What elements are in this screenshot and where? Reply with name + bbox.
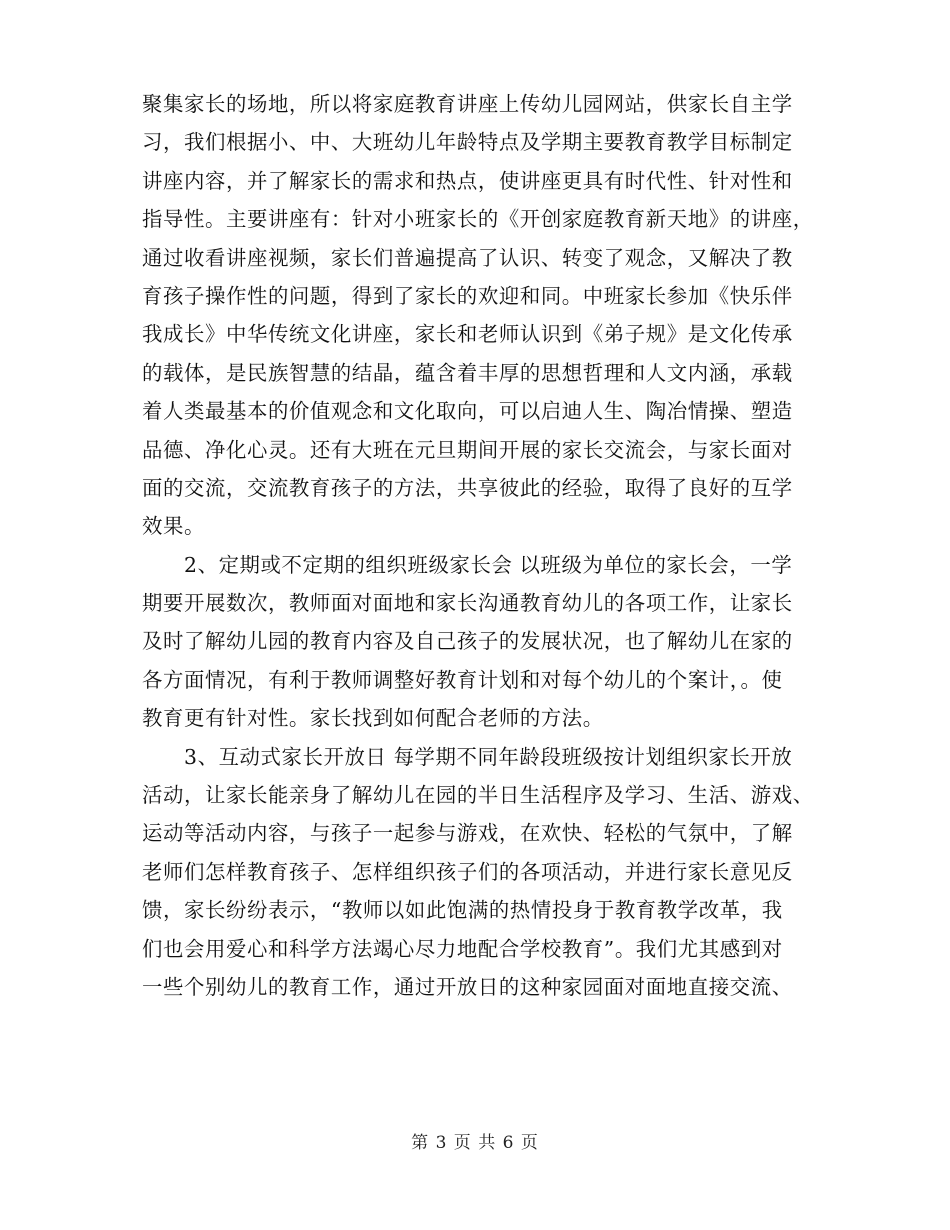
text-line: 馈，家长纷纷表示，“教师以如此饱满的热情投身于教育教学改革，我 [142, 898, 783, 923]
text-line: 面的交流，交流教育孩子的方法，共享彼此的经验，取得了良好的互学 [142, 475, 793, 500]
text-line: 老师们怎样教育孩子、怎样组织孩子们的各项活动，并进行家长意见反 [142, 859, 793, 884]
text-line: 各方面情况，有利于教师调整好教育计划和对每个幼儿的个案计，。使 [142, 667, 783, 692]
text-line: 一些个别幼儿的教育工作，通过开放日的这种家园面对面地直接交流、 [142, 974, 793, 999]
text-line: 效果。 [142, 514, 205, 539]
text-line: 活动，让家长能亲身了解幼儿在园的半日生活程序及学习、生活、游戏、 [142, 783, 814, 808]
text-line: 通过收看讲座视频，家长们普遍提高了认识、转变了观念，又解决了教 [142, 245, 793, 270]
text-line: 期要开展数次，教师面对面地和家长沟通教育幼儿的各项工作，让家长 [142, 591, 793, 616]
body-text [142, 85, 822, 1006]
paragraph-2-first-line: 2、定期或不定期的组织班级家长会 以班级为单位的家长会，一学 [184, 552, 793, 577]
text-line: 品德、净化心灵。还有大班在元旦期间开展的家长交流会，与家长面对 [142, 437, 793, 462]
text-line: 讲座内容，并了解家长的需求和热点，使讲座更具有时代性、针对性和 [142, 168, 793, 193]
text-line: 聚集家长的场地，所以将家庭教育讲座上传幼儿园网站，供家长自主学 [142, 92, 793, 116]
text-line: 的载体，是民族智慧的结晶，蕴含着丰厚的思想哲理和人文内涵，承载 [142, 360, 793, 385]
text-line: 及时了解幼儿园的教育内容及自己孩子的发展状况，也了解幼儿在家的 [142, 629, 793, 654]
text-line: 教育更有针对性。家长找到如何配合老师的方法。 [142, 706, 604, 731]
page-number-footer: 第 3 页 共 6 页 [411, 1133, 539, 1153]
text-line: 育孩子操作性的问题，得到了家长的欢迎和同。中班家长参加《快乐伴 [142, 283, 793, 308]
text-line: 习，我们根据小、中、大班幼儿年龄特点及学期主要教育教学目标制定 [142, 130, 793, 155]
paragraph-3-first-line: 3、互动式家长开放日 每学期不同年龄段班级按计划组织家长开放 [184, 744, 793, 769]
text-line: 指导性。主要讲座有：针对小班家长的《开创家庭教育新天地》的讲座， [142, 207, 814, 232]
text-line: 我成长》中华传统文化讲座，家长和老师认识到《弟子规》是文化传承 [142, 322, 793, 347]
text-line: 着人类最基本的价值观念和文化取向，可以启迪人生、陶冶情操、塑造 [142, 399, 793, 424]
text-line: 运动等活动内容，与孩子一起参与游戏，在欢快、轻松的气氛中，了解 [142, 821, 793, 846]
text-line: 们也会用爱心和科学方法竭心尽力地配合学校教育”。我们尤其感到对 [142, 936, 783, 961]
